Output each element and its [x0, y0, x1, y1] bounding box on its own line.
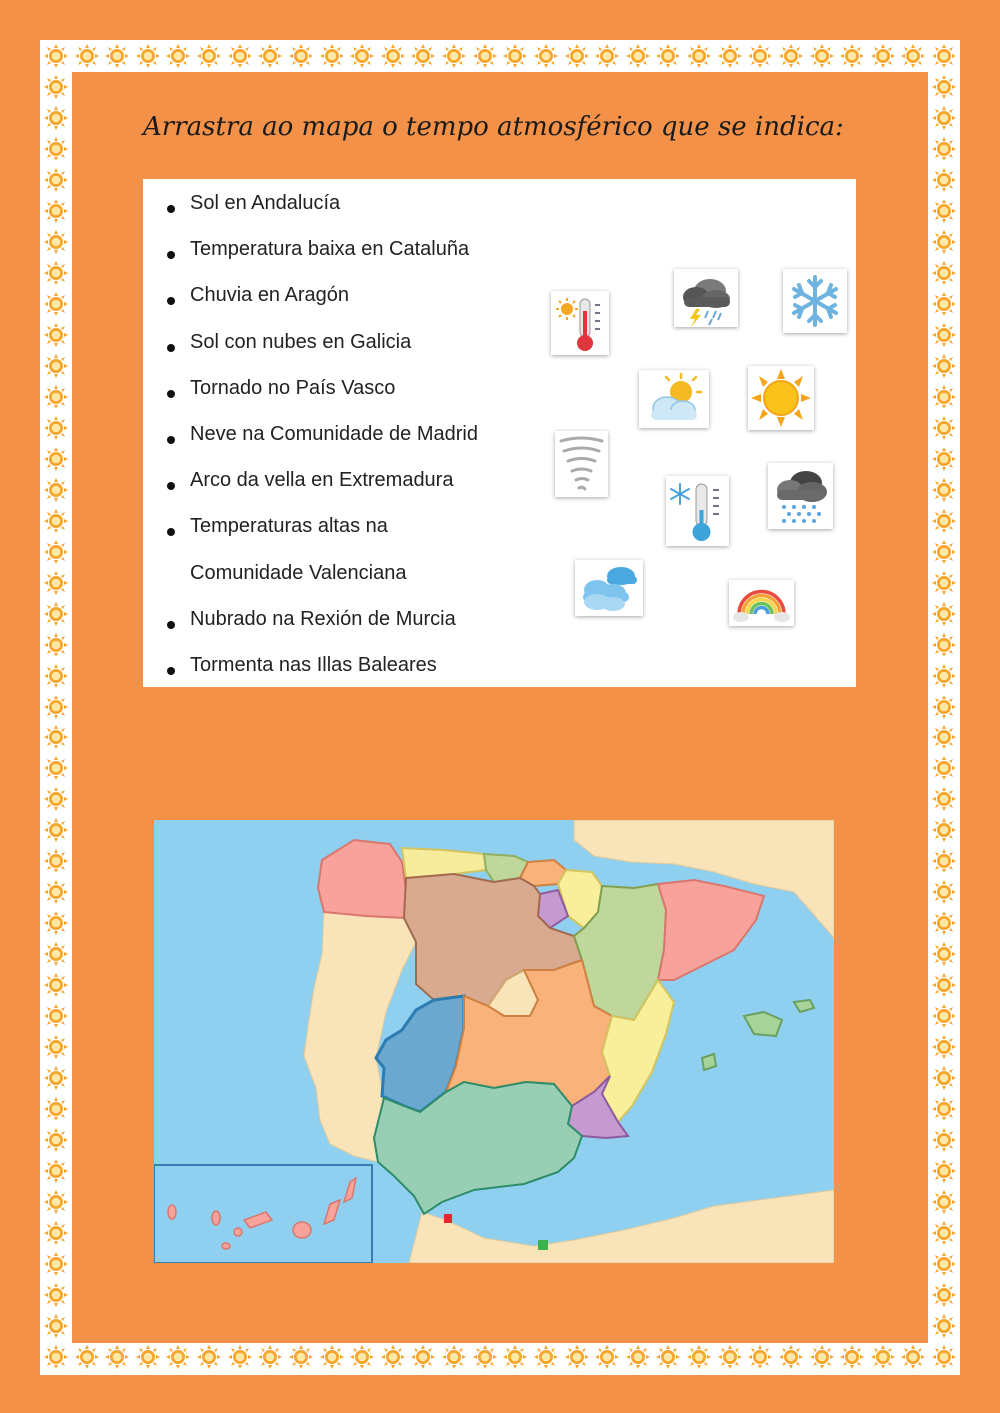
sun-border-icon [44, 1004, 68, 1028]
sun-border-icon [932, 385, 956, 409]
sun-border-icon [44, 911, 68, 935]
worksheet-title: Arrastra ao mapa o tempo atmosférico que se indica: [143, 112, 844, 142]
sun-border-icon [228, 44, 252, 68]
bullet-icon [167, 390, 175, 398]
sun-border-icon [932, 818, 956, 842]
sun-border-icon [901, 44, 925, 68]
tornado-icon[interactable] [555, 431, 608, 497]
sun-border-icon [840, 1345, 864, 1369]
sun-border-icon [932, 230, 956, 254]
task-text: Comunidade Valenciana [190, 561, 407, 584]
sun-icon[interactable] [748, 366, 814, 430]
sun-border-icon [350, 44, 374, 68]
bullet-icon [167, 297, 175, 305]
sun-border-icon [932, 509, 956, 533]
bullet-icon [167, 621, 175, 629]
sun-border-icon [381, 1345, 405, 1369]
sun-border-icon [932, 1190, 956, 1214]
region-canarias-la-gomera [234, 1228, 242, 1236]
sun-border-icon [44, 1221, 68, 1245]
sun-border-icon [44, 818, 68, 842]
sun-border-icon [565, 44, 589, 68]
sun-border-icon [44, 323, 68, 347]
sun-border-icon [44, 942, 68, 966]
sun-border-icon [871, 44, 895, 68]
sun-border-icon [289, 44, 313, 68]
sun-border-icon [932, 1035, 956, 1059]
sun-border-icon [136, 1345, 160, 1369]
sun-border-icon [932, 1097, 956, 1121]
sun-border-icon [932, 725, 956, 749]
sun-border-icon [687, 1345, 711, 1369]
sun-border-icon [44, 1159, 68, 1183]
sun-border-icon [44, 1097, 68, 1121]
sun-border-icon [932, 540, 956, 564]
sun-border-icon [258, 44, 282, 68]
sun-border-icon [932, 199, 956, 223]
sun-border-icon [44, 633, 68, 657]
sun-border-icon [44, 1066, 68, 1090]
sun-border-icon [44, 509, 68, 533]
sun-border-icon [44, 756, 68, 780]
sun-border-icon [656, 1345, 680, 1369]
sun-border-icon [44, 416, 68, 440]
sun-border-icon [44, 199, 68, 223]
instructions-panel [143, 179, 856, 687]
sun-border-icon [932, 633, 956, 657]
sun-border-icon [44, 447, 68, 471]
sun-border-icon [44, 1283, 68, 1307]
region-ceuta [444, 1214, 452, 1223]
sun-border-icon [932, 1221, 956, 1245]
sun-border-icon [932, 1345, 956, 1369]
task-text: Sol con nubes en Galicia [190, 330, 412, 353]
sun-border-icon [411, 1345, 435, 1369]
sun-border-icon [411, 44, 435, 68]
sun-border-icon [44, 880, 68, 904]
task-text: Sol en Andalucía [190, 192, 341, 214]
sun-border-icon [932, 416, 956, 440]
sun-border-icon [656, 44, 680, 68]
sun-border-icon [932, 75, 956, 99]
cold-thermometer-icon[interactable] [666, 476, 729, 546]
sun-border-icon [534, 1345, 558, 1369]
bullet-icon [167, 436, 175, 444]
sun-border-icon [44, 168, 68, 192]
bullet-icon [167, 344, 175, 352]
sun-border-icon [105, 1345, 129, 1369]
region-canarias-la-palma [212, 1211, 220, 1225]
sun-border-icon [44, 540, 68, 564]
sun-border-icon [534, 44, 558, 68]
sun-border-icon [44, 695, 68, 719]
sun-border-icon [105, 44, 129, 68]
task-text: Nubrado na Rexión de Murcia [190, 607, 456, 630]
sun-border-icon [932, 695, 956, 719]
sun-border-icon [932, 354, 956, 378]
region-baleares-ibiza [702, 1054, 716, 1070]
sun-border-icon [932, 106, 956, 130]
sun-border-icon [779, 1345, 803, 1369]
sun-border-icon [932, 1314, 956, 1338]
sun-border-icon [228, 1345, 252, 1369]
sun-border-icon [44, 261, 68, 285]
sun-border-icon [320, 1345, 344, 1369]
sun-border-icon [289, 1345, 313, 1369]
sun-border-icon [166, 44, 190, 68]
sun-border-icon [44, 292, 68, 316]
sun-border-icon [44, 1128, 68, 1152]
sun-border-icon [810, 1345, 834, 1369]
sun-border-icon [565, 1345, 589, 1369]
rainbow-icon[interactable] [729, 580, 794, 626]
sun-border-icon [44, 725, 68, 749]
sun-border-icon [932, 1283, 956, 1307]
sun-border-icon [503, 1345, 527, 1369]
sun-border-icon [932, 168, 956, 192]
sun-border-icon [932, 756, 956, 780]
sun-border-icon [932, 1066, 956, 1090]
sun-border-icon [595, 44, 619, 68]
sun-border-icon [75, 1345, 99, 1369]
sun-border-icon [44, 106, 68, 130]
sun-border-icon [503, 44, 527, 68]
sun-border-icon [932, 787, 956, 811]
sun-border-icon [932, 1004, 956, 1028]
sun-border-icon [320, 44, 344, 68]
sun-border-icon [748, 1345, 772, 1369]
sun-border-icon [932, 447, 956, 471]
task-text: Tornado no País Vasco [190, 376, 396, 399]
sun-border-icon [197, 44, 221, 68]
task-text: Temperaturas altas na [190, 515, 388, 538]
sun-border-icon [595, 1345, 619, 1369]
task-text: Temperatura baixa en Cataluña [190, 238, 470, 261]
sun-border-icon [626, 1345, 650, 1369]
sun-border-icon [932, 44, 956, 68]
region-canarias-el-hierro [222, 1243, 230, 1249]
sun-border-icon [932, 478, 956, 502]
task-text: Tormenta nas Illas Baleares [190, 654, 437, 676]
sun-border-icon [840, 44, 864, 68]
thunderstorm-icon[interactable] [674, 269, 738, 327]
sun-border-icon [932, 942, 956, 966]
sun-border-icon [473, 1345, 497, 1369]
sun-border-icon [442, 44, 466, 68]
sun-border-icon [197, 1345, 221, 1369]
sun-border-icon [44, 664, 68, 688]
sun-border-icon [44, 354, 68, 378]
sun-border-icon [136, 44, 160, 68]
sun-border-icon [901, 1345, 925, 1369]
region-canarias-west [168, 1205, 176, 1219]
sun-border-icon [44, 1314, 68, 1338]
sun-border-icon [932, 664, 956, 688]
sun-border-icon [932, 571, 956, 595]
task-text: Arco da vella en Extremadura [190, 469, 454, 492]
sun-border-icon [779, 44, 803, 68]
cloudy-icon[interactable] [575, 560, 643, 616]
sun-border-icon [932, 849, 956, 873]
task-text: Chuvia en Aragón [190, 284, 350, 307]
region-canarias-gran-canaria [293, 1222, 311, 1238]
bullet-icon [167, 205, 175, 213]
sun-border-icon [932, 137, 956, 161]
sun-border-icon [350, 1345, 374, 1369]
sun-border-icon [932, 323, 956, 347]
sun-border-icon [932, 602, 956, 626]
spain-map[interactable] [154, 820, 834, 1263]
region-melilla [538, 1240, 548, 1250]
sun-border-icon [44, 230, 68, 254]
sun-border-icon [44, 1035, 68, 1059]
bullet-icon [167, 251, 175, 259]
hot-thermometer-icon[interactable] [551, 291, 609, 355]
sun-border-icon [44, 973, 68, 997]
sun-border-icon [810, 44, 834, 68]
sun-border-icon [44, 787, 68, 811]
sun-border-icon [442, 1345, 466, 1369]
sun-border-icon [687, 44, 711, 68]
bullet-icon [167, 482, 175, 490]
sun-border-icon [748, 44, 772, 68]
snowflake-icon[interactable] [783, 269, 847, 333]
sun-border-icon [932, 292, 956, 316]
sun-border-icon [932, 261, 956, 285]
bullet-icon [167, 667, 175, 675]
rain-cloud-icon[interactable] [768, 463, 833, 529]
sun-border-icon [932, 973, 956, 997]
sun-border-icon [44, 385, 68, 409]
sun-border-icon [44, 75, 68, 99]
bullet-icon [167, 528, 175, 536]
sun-border-icon [44, 849, 68, 873]
sun-border-icon [381, 44, 405, 68]
sun-border-icon [44, 1345, 68, 1369]
sun-border-icon [932, 1252, 956, 1276]
sun-border-icon [473, 44, 497, 68]
sun-border-icon [258, 1345, 282, 1369]
sun-border-icon [718, 44, 742, 68]
sun-border-icon [44, 1190, 68, 1214]
sun-border-icon [932, 1159, 956, 1183]
sun-border-icon [166, 1345, 190, 1369]
sun-border-icon [44, 1252, 68, 1276]
sun-border-icon [44, 478, 68, 502]
sun-border-icon [44, 571, 68, 595]
sun-border-icon [718, 1345, 742, 1369]
sun-border-icon [626, 44, 650, 68]
sun-border-icon [44, 602, 68, 626]
sun-border-icon [932, 880, 956, 904]
sun-border-icon [871, 1345, 895, 1369]
sun-border-icon [44, 44, 68, 68]
partly-sunny-icon[interactable] [639, 370, 709, 428]
sun-border-icon [44, 137, 68, 161]
sun-border-icon [75, 44, 99, 68]
sun-border-icon [932, 1128, 956, 1152]
task-text: Neve na Comunidade de Madrid [190, 423, 478, 445]
sun-border-icon [932, 911, 956, 935]
